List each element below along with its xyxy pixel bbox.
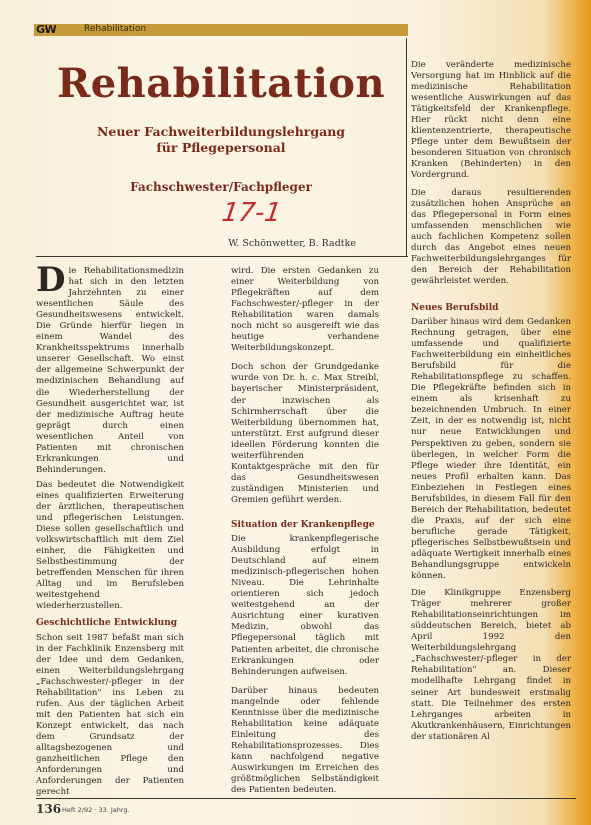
section-logo-icon: GW: [36, 23, 57, 36]
subtitle-line-2: für Pflegepersonal: [156, 140, 286, 155]
journal-info: Heft 2/92 · 33. Jahrg.: [62, 806, 130, 814]
paragraph: Schon seit 1987 befaßt man sich in der Fachklinik Enzensberg mit der Idee und dem Gedanken, einen Weiterbildungslehrgang „Fachschwester/-pfleger in der Rehabilitation" ins Leben zu rufen. Aus der täglichen Arbeit mit den Patienten hat sich ein Konzept entwickelt, das nach dem Grundsatz der alltagsbezogenen und ganzheitlichen Pflege den Anforderungen und Anforderungen der Patienten gerecht: [36, 632, 184, 796]
subtitle-line-1: Neuer Fachweiterbildungslehrgang: [96, 124, 346, 139]
page-number: 136: [36, 802, 62, 816]
paragraph: wird. Die ersten Gedanken zu einer Weiterbildung von Pflegekräften auf dem Fachschwester/-pfleger in der Rehabilitation waren damals noch nicht so ausgereift wie das heutige verhandene Weiterbildungskonzept.: [231, 266, 379, 354]
page-title: Rehabilitation: [56, 60, 386, 107]
paragraph: Doch schon der Grundgedanke wurde von Dr. h. c. Max Streibl, bayerischer Ministerpräsident, der inzwischen als Schirmherrschaft über die Weiterbildung übernommen hat, unterstützt. Erst aufgrund dieser ideellen Förderung konnten die weiterführenden Kontaktgespräche mit den für das Gesundheitswesen zuständigen Ministerien und Gremien geführt werden.: [231, 362, 379, 505]
section-heading: Neues Berufsbild: [411, 302, 499, 313]
article-column-2: [231, 266, 379, 796]
vertical-rule: [406, 38, 407, 256]
paragraph: Die krankenpflegerische Ausbildung erfolgt in Deutschland auf einem medizinisch-pflegerischen hohen Niveau. Die Lehrinhalte orientieren sich jedoch weitestgehend an der Ausrichtung einer kurativen Medizin, obwohl das Pflegepersonal täglich mit Patienten arbeitet, die chronische Erkrankungen oder Behinderungen aufweisen.: [231, 534, 379, 677]
paragraph: [36, 266, 184, 476]
paragraph: Die Klinikgruppe Enzensberg Träger mehrerer großer Rehabilitationseinrichtungen im süddeutschen Bereich, bietet ab April 1992 den Weiterbildungslehrgang „Fachschwester/-pfleger in der Rehabilitation" an. Dieser modellhafte Lehrgang findet in seiner Art bundesweit erstmalig statt. Die Teilnehmer des ersten Lehrganges arbeiten in Akutkrankenhäusern, Einrichtungen der stationären Al: [411, 588, 571, 742]
paragraph: Die daraus resultierenden zusätzlichen hohen Ansprüche an das Pflegepersonal in Form eines umfassenden menschlichen wie auch fachlichen Kompetenz sollen durch das Angebot eines neuen Fachweiterbildungslehrganges für den Bereich der Rehabilitation gewährleistet werden.: [411, 187, 571, 286]
sub-heading: Fachschwester/Fachpfleger: [130, 180, 312, 194]
paragraph: Die veränderte medizinische Versorgung hat im Hinblick auf die medizinische Rehabilitation wesentliche Auswirkungen auf das Tätigkeitsfeld der Krankenpflege. Hier rückt nicht denn eine klientenzentrierte, therapeutische Pflege unter dem Bewußtsein der besonderen Situation von chronisch Kranken (Behinderten) in den Vordergrund.: [411, 60, 571, 181]
subtitle: [36, 124, 406, 156]
dropcap: D: [36, 266, 66, 300]
article-column-3: [411, 60, 571, 796]
section-heading: Situation der Krankenpflege: [231, 519, 375, 530]
paragraph-text: ie Rehabilitationsmedizin hat sich in den letzten Jahrzehnten zu einer wesentlichen Säule des Gesundheitswesens entwickelt. Die Gründe hierfür liegen in einem Wandel des Krankheitsspektrums innerhalb unserer Gesellschaft. Wo einst der allgemeine Schwerpunkt der medizinischen Behandlung auf die Wiederherstellung der Gesundheit ausgerichtet war, ist der medizinische Auftrag heute geprägt durch einen wesentlichen Anteil von Patienten mit chronischen Erkrankungen und Behinderungen.: [36, 266, 184, 475]
paragraph: Darüber hinaus wird dem Gedanken Rechnung getragen, über eine umfassende und qualifizierte Fachweiterbildung ein einheitliches Berufsbild für die Rehabilitationspflege zu schaffen. Die Pflegekräfte befinden sich in einem als krisenhaft zu bezeichnenden Umbruch. In einer Zeit, in der es notwendig ist, nicht nur neue Entwicklungen und Perspektiven zu geben, sondern sie überlegen, in welcher Form die Pflege wieder ihre Identität, ein neues Profil erhalten kann. Das Einbeziehen in Festlegen eines Berufsbildes, in diesem Fall für den Bereich der Rehabilitation, bedeutet die Praxis, auf der sich eine berufliche gerade Tätigkeit, pflegerisches Selbstbewußtsein und adäquate Wertigkeit innerhalb eines Behandlungsgruppe entwickeln können.: [411, 316, 571, 582]
handwritten-note: 17-1: [219, 198, 284, 228]
section-heading: Geschichtliche Entwicklung: [36, 618, 178, 629]
article-column-1: [36, 266, 184, 796]
horizontal-rule: [36, 256, 408, 257]
paragraph: Das bedeutet die Notwendigkeit eines qualifizierten Erweiterung der ärztlichen, therapeutischen und pflegerischen Leistungen. Diese sollen gesellschaftlich und volkswirtschaftlich mit dem Ziel einher, die Fähigkeiten und Selbstbestimmung der betreffenden Menschen für ihren Alltag und im Berufsleben weitestgehend wiederherzustellen.: [36, 479, 184, 612]
footer-rule: [36, 798, 576, 799]
paragraph: Darüber hinaus bedeuten mangelnde oder fehlende Kenntnisse über die medizinische Rehabilitation keine adäquate Einleitung des Rehabilitationsprozesses. Dies kann nachfolgend negative Auswirkungen im Erreichen des größtmöglichen Selbständigkeit des Patienten bedeuten.: [231, 685, 379, 796]
section-label: Rehabilitation: [84, 24, 147, 34]
authors: W. Schönwetter, B. Radtke: [228, 238, 356, 249]
